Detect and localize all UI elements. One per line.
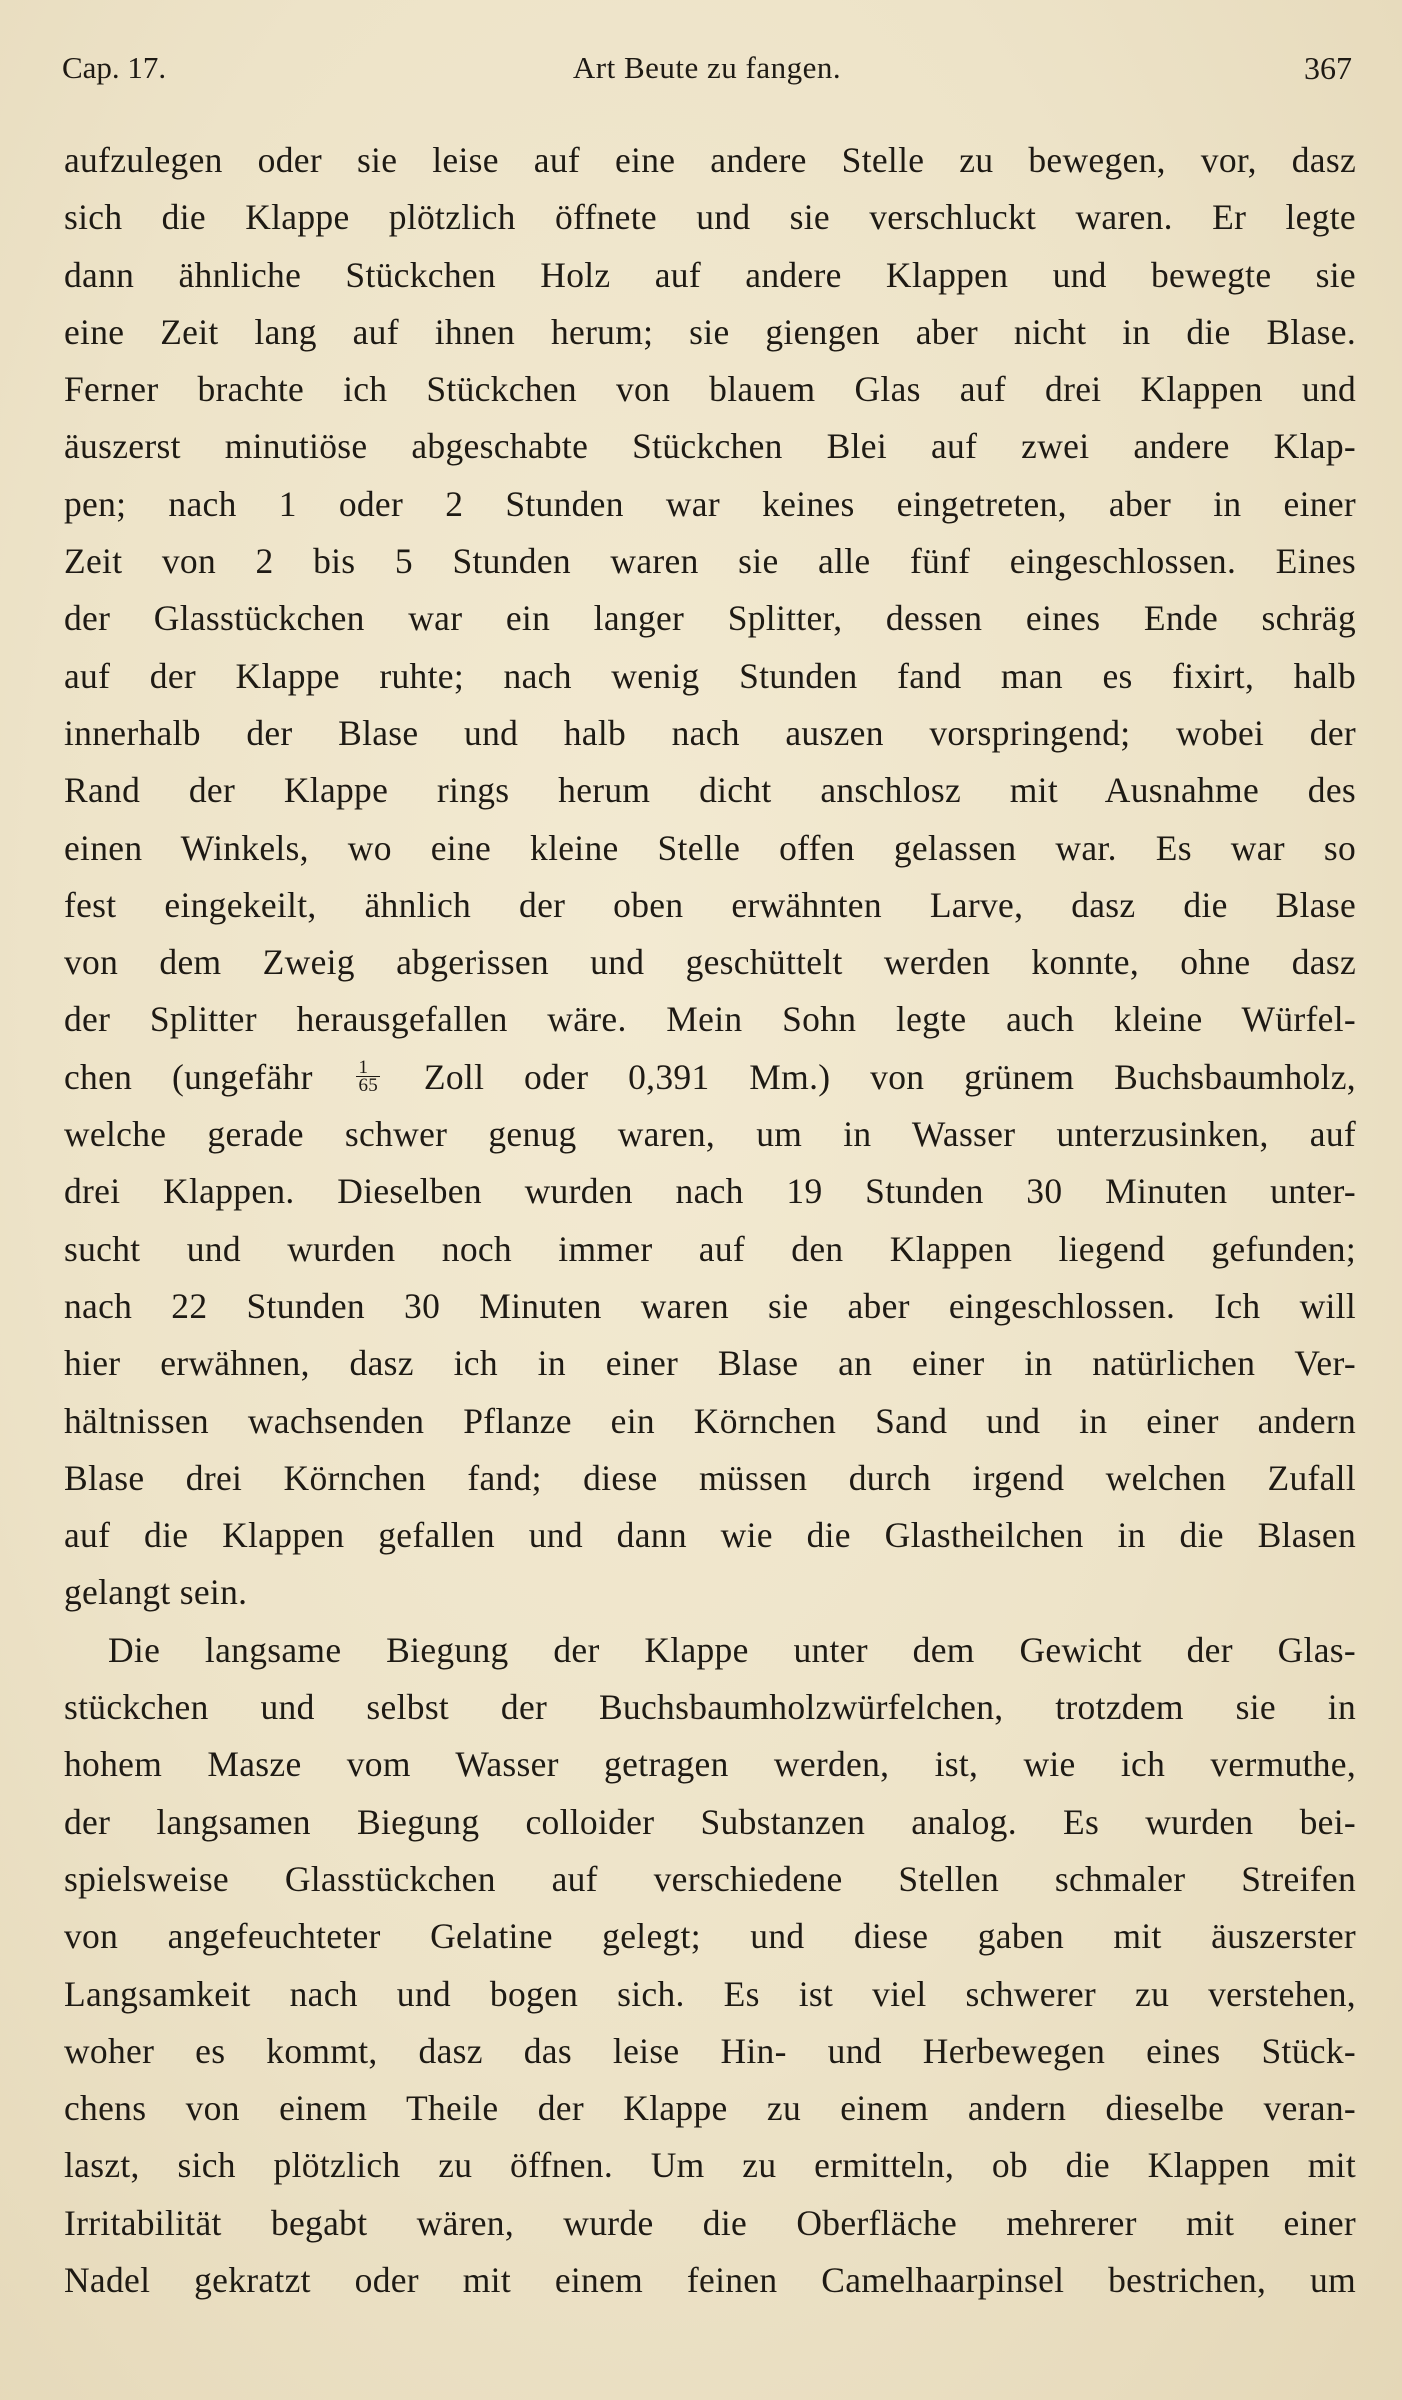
- text-line: der langsamen Biegung colloider Substanzen analog. Es wurden bei-: [64, 1801, 1356, 1842]
- body-text: [64, 132, 1356, 2309]
- text-line: Blase drei Körnchen fand; diese müssen durch irgend welchen Zufall: [64, 1457, 1356, 1498]
- fraction: [356, 1057, 380, 1097]
- text-line: der Glasstückchen war ein langer Splitter, dessen eines Ende schräg: [64, 598, 1356, 639]
- text-line: Zeit von 2 bis 5 Stunden waren sie alle fünf eingeschlossen. Eines: [64, 541, 1356, 582]
- text-line: woher es kommt, dasz das leise Hin- und Herbewegen eines Stück-: [64, 2030, 1356, 2071]
- chapter-label: Cap. 17.: [62, 50, 167, 85]
- text-line: innerhalb der Blase und halb nach auszen vorspringend; wobei der: [64, 712, 1356, 753]
- text-line: pen; nach 1 oder 2 Stunden war keines eingetreten, aber in einer: [64, 483, 1356, 524]
- text-line-with-fraction: [64, 1049, 1356, 1106]
- text-line: einen Winkels, wo eine kleine Stelle offen gelassen war. Es war so: [64, 827, 1356, 868]
- text-line: auf die Klappen gefallen und dann wie die Glastheilchen in die Blasen: [64, 1515, 1356, 1556]
- paragraph-end-line: gelangt sein.: [64, 1572, 248, 1613]
- text-line: äuszerst minutiöse abgeschabte Stückchen Blei auf zwei andere Klap-: [64, 426, 1356, 467]
- text-line: chens von einem Theile der Klappe zu einem andern dieselbe veran-: [64, 2088, 1356, 2129]
- text-line: von dem Zweig abgerissen und geschüttelt werden konnte, ohne dasz: [64, 942, 1356, 983]
- text-line: fest eingekeilt, ähnlich der oben erwähnten Larve, dasz die Blase: [64, 884, 1356, 925]
- text-line: hier erwähnen, dasz ich in einer Blase an einer in natürlichen Ver-: [64, 1343, 1356, 1384]
- text-line: Langsamkeit nach und bogen sich. Es ist viel schwerer zu verstehen,: [64, 1973, 1356, 2014]
- text-segment: Zoll oder 0,391 Mm.) von grünem Buchsbaumholz,: [423, 1056, 1356, 1097]
- text-line: laszt, sich plötzlich zu öffnen. Um zu ermitteln, ob die Klappen mit: [64, 2145, 1356, 2186]
- text-line: Rand der Klappe rings herum dicht anschlosz mit Ausnahme des: [64, 770, 1356, 811]
- text-line: auf der Klappe ruhte; nach wenig Stunden fand man es fixirt, halb: [64, 655, 1356, 696]
- text-line: Nadel gekratzt oder mit einem feinen Camelhaarpinsel bestrichen, um: [64, 2259, 1356, 2300]
- text-line: dann ähnliche Stückchen Holz auf andere Klappen und bewegte sie: [64, 254, 1356, 295]
- text-line: sich die Klappe plötzlich öffnete und sie verschluckt waren. Er legte: [64, 197, 1356, 238]
- running-title: Art Beute zu fangen.: [572, 50, 842, 85]
- running-head: [62, 46, 1352, 90]
- text-line: hältnissen wachsenden Pflanze ein Körnchen Sand und in einer andern: [64, 1400, 1356, 1441]
- text-line: aufzulegen oder sie leise auf eine andere Stelle zu bewegen, vor, dasz: [64, 140, 1356, 180]
- text-line: eine Zeit lang auf ihnen herum; sie giengen aber nicht in die Blase.: [64, 311, 1356, 352]
- text-line: welche gerade schwer genug waren, um in Wasser unterzusinken, auf: [64, 1114, 1356, 1155]
- text-line: sucht und wurden noch immer auf den Klappen liegend gefunden;: [64, 1228, 1356, 1269]
- text-line: Irritabilität begabt wären, wurde die Oberfläche mehrerer mit einer: [64, 2202, 1356, 2243]
- text-line: hohem Masze vom Wasser getragen werden, ist, wie ich vermuthe,: [64, 1744, 1356, 1785]
- text-segment: chen (ungefähr: [64, 1056, 313, 1097]
- text-line: drei Klappen. Dieselben wurden nach 19 Stunden 30 Minuten unter-: [64, 1171, 1356, 1212]
- paragraph-start-line: Die langsame Biegung der Klappe unter dem Gewicht der Glas-: [108, 1629, 1356, 1670]
- text-line: von angefeuchteter Gelatine gelegt; und diese gaben mit äuszerster: [64, 1916, 1356, 1957]
- text-line: stückchen und selbst der Buchsbaumholzwürfelchen, trotzdem sie in: [64, 1687, 1356, 1728]
- page-number: 367: [1304, 50, 1352, 86]
- fraction-numerator: 1: [356, 1059, 380, 1077]
- text-line: Ferner brachte ich Stückchen von blauem Glas auf drei Klappen und: [64, 369, 1356, 410]
- text-line: der Splitter herausgefallen wäre. Mein Sohn legte auch kleine Würfel-: [64, 999, 1356, 1040]
- fraction-denominator: 65: [358, 1075, 379, 1097]
- text-line: nach 22 Stunden 30 Minuten waren sie aber eingeschlossen. Ich will: [64, 1285, 1356, 1326]
- text-line: spielsweise Glasstückchen auf verschiedene Stellen schmaler Streifen: [64, 1858, 1356, 1899]
